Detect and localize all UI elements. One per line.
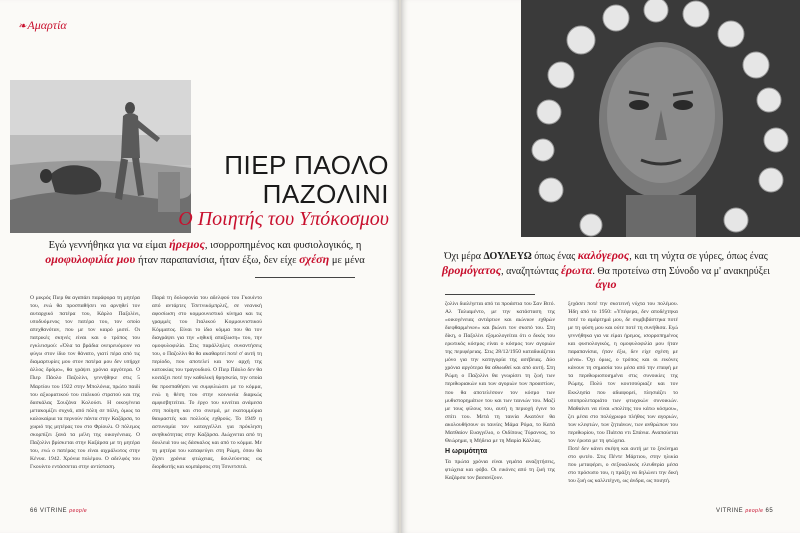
- portrait-photo-image: [521, 0, 800, 237]
- left-page: [0, 0, 399, 533]
- magazine-name: VITRINE: [716, 508, 744, 514]
- quote-text: Εγώ γεννήθηκα για να είμαι: [48, 240, 170, 251]
- beach-photo-image: [10, 80, 191, 233]
- column-text: ζολίνι διαλέγεται από τα προάστια του Σαν Βιτό. Αλ Ταλιαμέντο, με την κατάσταση της «οικογένειας αντάρτων και αιώνιων εχθρών διεφθαρμένων» και βιώνει τον σκοπό του. Στη δίκη, ο Παζολίνι εξομολογείται ότι ο δικός του ερωτικός κόσμος είναι ο κόσμος των αγοριών της περιφέρειας. Στις 28/12/1950 καταδικάζεται μόνο για την κατηγορία της ασέβειας. Δύο χρόνια αργότερα θα αθωωθεί και από αυτή. Στη Ρώμη ο Παζολίνι θα γνωρίσει τη ζωή των περιθωριακών και των αγοριών των προαστίων, που θα αποτελέσουν τον κόσμο των μυθιστορημάτων του και των ταινιών του. Μαζί με τους φίλους του, αυτή η περιοχή έγινε το σπίτι του. Μετά τη ταινία Ακατόνε θα ακολουθήσουν οι ταινίες Μάμα Ρόμα, το Κατά Ματθαίον Ευαγγέλιο, ο Οιδίπους Τύραννος, το Θεώρημα, η Μήδεια με τη Μαρία Κάλλας.: [445, 301, 555, 444]
- quote-text: , ισορροπημένος και φυσιολογικός, η: [204, 240, 362, 251]
- quote-text: . Θα προτείνω στη Σύνοδο να μ' ανακηρύξει: [592, 265, 770, 277]
- quote-text: , αναζητώντας: [501, 265, 561, 277]
- subtitle: Ο Ποιητής του Υπόκοσμου: [178, 208, 389, 230]
- quote-text: όπως ένας: [531, 251, 578, 262]
- title-line-2: ΠΑΖΟΛΙΝΙ: [262, 179, 389, 209]
- page-number: 66: [30, 508, 38, 514]
- subhead: Η ωριμότητα: [445, 447, 488, 455]
- quote-bold: ΔΟΥΛΕΥΩ: [483, 251, 532, 262]
- page-number: 65: [765, 508, 774, 514]
- pull-quote-left: [30, 238, 380, 267]
- pull-quote-right: [441, 249, 771, 293]
- quote-highlight: σχέση: [299, 251, 330, 266]
- section-tag: [18, 18, 67, 33]
- column-text: Ο μικρός Πιερ θα αγαπάει παράφορα τη μητέρα του, ενώ θα προσπαθήσει να αρνηθεί τον αυταρχικό πατέρα του, Κάρλο Παζολίνι, υποδυόμενος τον πατέρα του, τον οποίο απεχθανόταν, που με τον καιρό μισεί. Οι πατρικές σκηνές είναι και ο τρόπος του εγκλεισμού: «Όλα τα βράδια ονειρευόμουν να φύγω στον ίδιο τον θάνατο, γιατί πέρα από τις διαμαρτυρίες μου στον πατέρα μου δεν υπήρχε άλλος δρόμο», θα γράψει χρόνια αργότερα. Ο Πιερ Πάολο Παζολίνι, γεννήθηκε στις 5 Μαρτίου του 1922 στην Μπολόνια, πρώτο παιδί του αξιωματικού του ιταλικού στρατού και της δασκάλας Σουζάνα Κολούσι. Η οικογένεια μετακομίζει συχνά, από πόλη σε πόλη, όμως τα καλοκαίρια τα περνούν πάντα στην Καζάρσα, το χωριό της μητέρας του στο Φρίουλι. Ο πόλεμος σκορπίζει ξανά τα μέλη της οικογένειας. Ο Παζολίνι βρίσκεται στην Καζάρσα με τη μητέρα του, ενώ ο πατέρας του είναι αιχμάλωτος στην Κένυα. 1942. Χρόνια πολέμου. Ο αδελφός του Γκουίντο εντάσσεται στην αντίσταση.: [30, 295, 140, 470]
- right-page: [401, 0, 800, 533]
- brand-mark: people: [69, 508, 88, 514]
- quote-text: Όχι μέρα: [444, 251, 484, 262]
- column-text: Τα πρώτα χρόνια είναι γεμάτα αναζητήσεις, φτώχεια και φόβο. Οι εικόνες από τη ζωή της Καζάρσα τον βασανίζουν.: [445, 458, 555, 481]
- quote-highlight: ομοφυλοφιλία μου: [45, 251, 136, 266]
- column-text: Ποτέ δεν κάνει σκέψη και αυτή με το ξεκίνημα στο φυτέο. Στις Πέντε Μάρτιου, στην ηλικία που μεταφέρει, ο σεξουαλικός ελευθερία μέσα στο πρόσωπο του, η πράξη να δηλώνει την δική του ζωή ως καλλιτέχνη, ως άνδρα, ως ποιητή.: [568, 445, 678, 485]
- quote-text: με μένα: [329, 254, 365, 266]
- ornament-icon: ❧: [18, 21, 27, 32]
- brand-mark: people: [745, 508, 764, 514]
- section-tag-label: Αμαρτία: [27, 18, 67, 32]
- folio-left: [30, 508, 87, 514]
- quote-rule: [255, 277, 355, 278]
- quote-highlight: βρομόγατος: [441, 262, 502, 277]
- portrait-photo: [521, 0, 800, 237]
- folio-right: [716, 508, 773, 514]
- quote-highlight: άγιο: [595, 277, 617, 291]
- quote-highlight: έρωτα: [560, 262, 593, 277]
- title-line-1: ΠΙΕΡ ΠΑΟΛΟ: [224, 150, 389, 180]
- column-text: ξεχάσει ποτέ την σκοτεινή νύχτα του πολέμου. Ήδη από το 1950: «Υπέφερα, δεν αποδέχτηκα ποτέ το αμάρτημά μου, δε συμβιβάστηκα ποτέ με τη φύση μου και ούτε ποτέ τη συνήθισα. Εγώ γεννήθηκα για να είμαι ήρεμος, ισορροπημένος και φυσιολογικός, η ομοφυλοφιλία μου ήταν παραπανίσια, ήταν έξω, δεν είχε σχέση με μένα». Όχι όμως, ο τρόπος και οι εικόνες κάνουν τη σημασία του μέσα από την επαφή με τα περιθωριοποιημένα στις συνοικίες της Ρώμης. Πολύ τον κουτσούριαζε και τον Εκκλησία που αδιαφορεί, πλησιάζει το υποπρολεταριάτο των φτωχικών συνοικιών. Μαθαίνει να είναι «πολίτης του κάτω κόσμου», ζει μέσα στο πολύχρωμο πλήθος των αγοριών, των κλεφτών, των ζητιάνων, των ανθρώπων του περιθωρίου, του Πιάτσα ντι Σπάνια. Αναπαύεται τον έρωτα με τη φτώχεια.: [568, 301, 678, 444]
- quote-text: ήταν παραπανίσια, ήταν έξω, δεν είχε: [135, 254, 300, 266]
- magazine-name: VITRINE: [39, 508, 68, 514]
- article-column-1: [30, 294, 140, 504]
- quote-highlight: καλόγερος: [577, 248, 630, 262]
- column-text: Παρά τη δολοφονία του αδελφού του Γκουίντο από αντάρτες Τσετνικόμπρλεζ, σε νεανική αφοσίωση στο κομμουνιστικό κίνημα και τις γραμμές του Ιταλικού Κομμουνιστικού Κόμματος. Είναι το ίδιο κόμμα που θα τον διαγράψει για την «ηθική απαξίωση» του, την ομοφυλοφιλία. Στις παράλληλες συναντήσεις του, ο Παζολίνι θα θα ακαθαρτεί ποτέ σ' αυτή τη περίοδο, που αποτελεί και τον αρχή της κατοικίας του τραγουδιού. Ο Πιερ Πάολο δεν θα κοιτάξει ποτέ την καθολική θρησκεία, την οποία θα προσπαθήσει να συμφιλιώσει με το κόμμα, ενώ η θέση του στην κοινωνία διαρκώς αμφισβητείται. Το έργο του κινείται ανάμεσα στη ποίηση και στο σινεμά, με εκατομμύρια θαυμαστές και πολλούς εχθρούς. Το 1949 η αστυνομία τον καταγγέλλει για πρόκληση ανηθικότητας στην Καζάρσα. Διώχνεται από τη δουλειά του ως δάσκαλος και από το κόμμα. Με τη μητέρα του καταφεύγει στη Ρώμη, όπου θα ζήσει χρόνια φτώχειας, δουλεύοντας ως διορθωτής και κομπάρσος στη Τσινετσιτά.: [152, 295, 262, 470]
- article-column-4: [568, 300, 678, 510]
- beach-photo: [10, 80, 191, 233]
- quote-text: , και τη νύχτα σε γύρες, όπως ένας: [629, 251, 768, 262]
- article-column-2: [152, 294, 262, 504]
- quote-highlight: ήρεμος: [169, 237, 205, 251]
- article-column-3: [445, 300, 555, 510]
- quote-rule: [445, 294, 535, 295]
